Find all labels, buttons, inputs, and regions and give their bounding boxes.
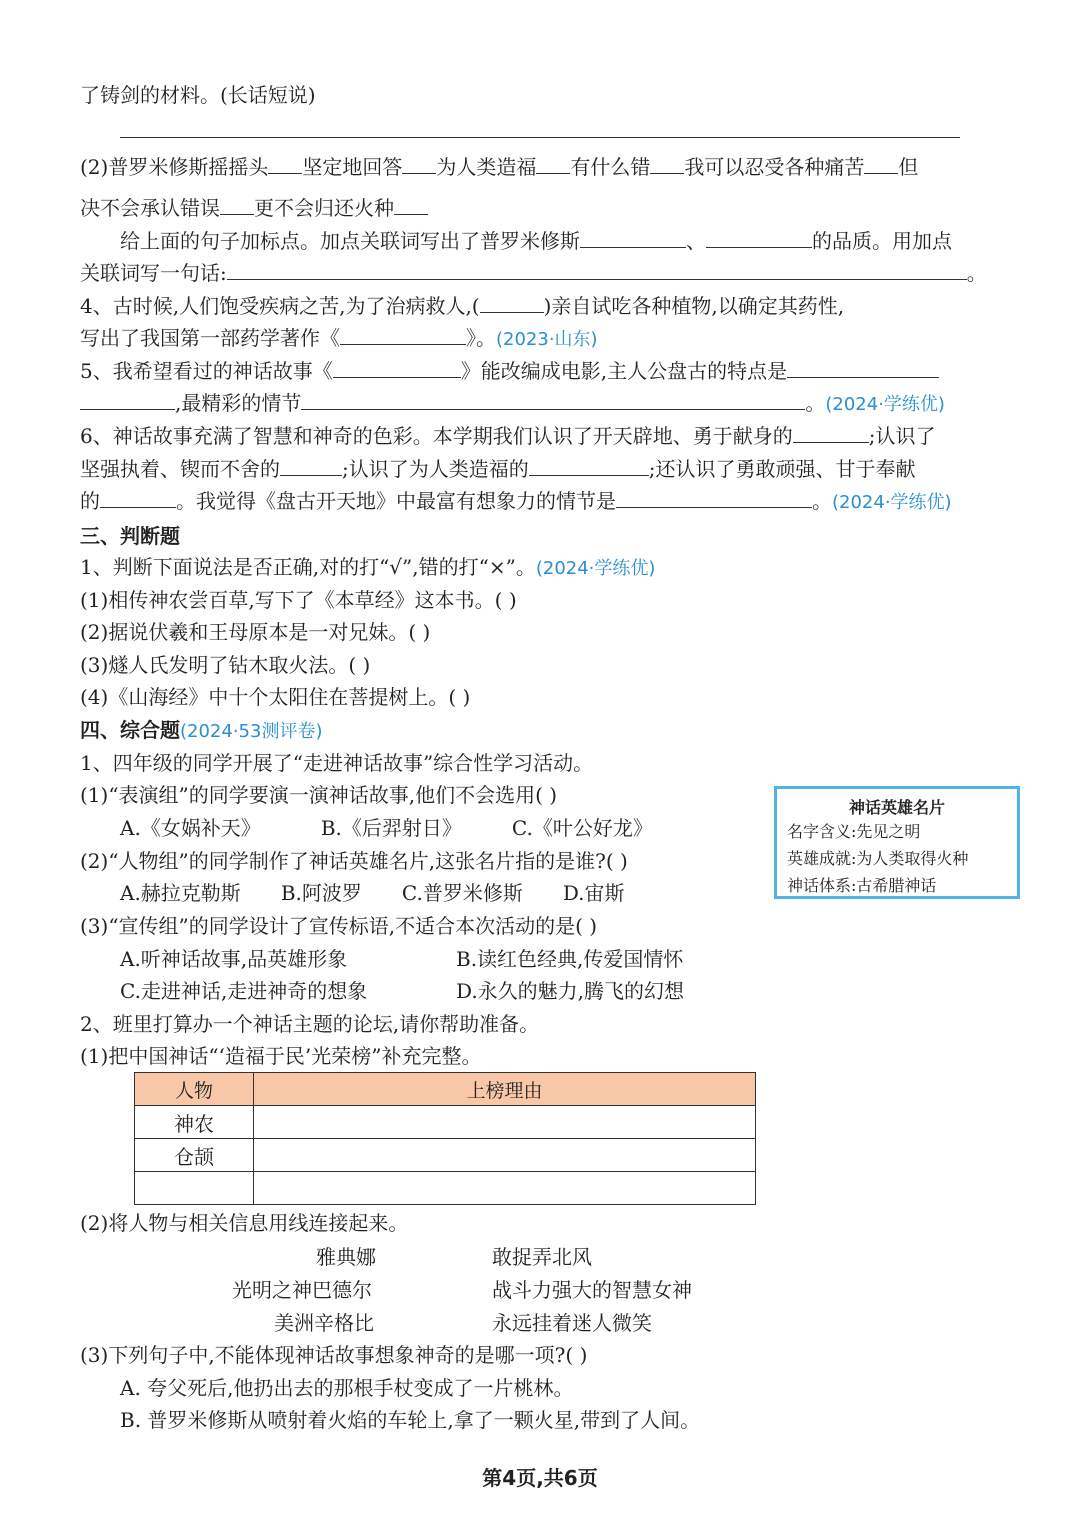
judge-item: (3)燧人氏发明了钻木取火法。( ): [80, 653, 371, 677]
judge-item: (2)据说伏羲和王母原本是一对兄妹。( ): [80, 620, 431, 644]
sec3-q1: 1、判断下面说法是否正确,对的打“√”,错的打“×”。(2024·学练优): [80, 555, 656, 579]
q2-sentence-cont: 决不会承认错误 更不会归还火种: [80, 193, 428, 223]
options-row: C.走进神话,走进神奇的想象 D.永久的魅力,腾飞的幻想: [120, 979, 685, 1003]
option: A. 夸父死后,他扔出去的那根手杖变成了一片桃林。: [120, 1376, 574, 1400]
q4-cont: 写出了我国第一部药学著作《 》。(2023·山东): [80, 326, 598, 350]
table-cell[interactable]: [254, 1172, 756, 1205]
option: B. 普罗米修斯从喷射着火焰的车轮上,拿了一颗火星,带到了人间。: [120, 1408, 701, 1432]
options-row: A.《女娲补天》 B.《后羿射日》 C.《叶公好龙》: [120, 816, 653, 840]
judge-item: (1)相传神农尝百草,写下了《本草经》这本书。( ): [80, 588, 517, 612]
section-title: 四、综合题(2024·53测评卷): [80, 718, 323, 742]
hero-card-title: 神话英雄名片: [848, 798, 945, 817]
options-row: A.赫拉克勒斯 B.阿波罗 C.普罗米修斯 D.宙斯: [120, 881, 625, 905]
table-cell[interactable]: [135, 1172, 254, 1205]
hero-card-row: 神话体系:古希腊神话: [787, 876, 937, 895]
table-row: [135, 1106, 756, 1139]
sec4-q1-1: (1)“表演组”的同学要演一演神话故事,他们不会选用( ): [80, 783, 558, 807]
instruction-cont: 关联词写一句话: 。: [80, 261, 987, 285]
sec4-q2-3: (3)下列句子中,不能体现神话故事想象神奇的是哪一项?( ): [80, 1343, 588, 1367]
match-left-item: 光明之神巴德尔: [232, 1278, 372, 1302]
sec4-q1-2: (2)“人物组”的同学制作了神话英雄名片,这张名片指的是谁?( ): [80, 849, 628, 873]
options-row: A.听神话故事,品英雄形象 B.读红色经典,传爱国情怀: [120, 947, 684, 971]
table-row: [135, 1139, 756, 1172]
page-number: 第4页,共6页: [482, 1466, 598, 1490]
hero-card-row: 名字含义:先见之明: [787, 822, 921, 841]
section-title: 三、判断题: [80, 524, 180, 548]
q6: 6、神话故事充满了智慧和神奇的色彩。本学期我们认识了开天辟地、勇于献身的 ;认识了: [80, 424, 936, 448]
q5-cont: ,最精彩的情节 。(2024·学练优): [80, 388, 945, 420]
sec4-q2: 2、班里打算办一个神话主题的论坛,请你帮助准备。: [80, 1012, 540, 1036]
table-cell: 神农: [135, 1106, 254, 1139]
match-right-item: 敢捉弄北风: [492, 1245, 592, 1269]
instruction: 给上面的句子加标点。加点关联词写出了普罗米修斯 、 的品质。用加点: [120, 229, 952, 253]
match-left-item: 雅典娜: [316, 1245, 376, 1269]
sec4-q2-2: (2)将人物与相关信息用线连接起来。: [80, 1211, 409, 1235]
hero-card-row: 英雄成就:为人类取得火种: [787, 849, 969, 868]
sec4-q2-1: (1)把中国神话“‘造福于民’光荣榜”补充完整。: [80, 1044, 482, 1068]
q2-sentence: (2)普罗米修斯摇摇头 坚定地回答 为人类造福 有什么错 我可以忍受各种痛苦 但: [80, 155, 919, 179]
table-cell[interactable]: [254, 1106, 756, 1139]
hero-card: [774, 786, 1020, 899]
sec4-q1: 1、四年级的同学开展了“走进神话故事”综合性学习活动。: [80, 751, 594, 775]
match-left-item: 美洲辛格比: [274, 1311, 374, 1335]
q5: 5、我希望看过的神话故事《 》能改编成电影,主人公盘古的特点是: [80, 356, 939, 386]
answer-line: [120, 137, 960, 138]
table-cell[interactable]: [254, 1139, 756, 1172]
judge-item: (4)《山海经》中十个太阳住在菩提树上。( ): [80, 685, 471, 709]
text-line: 了铸剑的材料。(长话短说): [80, 83, 316, 107]
sec4-q1-3: (3)“宣传组”的同学设计了宣传标语,不适合本次活动的是( ): [80, 914, 598, 938]
table-header: 上榜理由: [254, 1073, 756, 1106]
table-cell: 仓颉: [135, 1139, 254, 1172]
table-row: [135, 1172, 756, 1205]
q6-cont: 坚强执着、锲而不舍的 ;认识了为人类造福的 ;还认识了勇敢顽强、甘于奉献: [80, 457, 916, 481]
q4: 4、古时候,人们饱受疾病之苦,为了治病救人,( )亲自试吃各种植物,以确定其药性,: [80, 294, 845, 318]
match-right-item: 战斗力强大的智慧女神: [492, 1278, 692, 1302]
match-right-item: 永远挂着迷人微笑: [492, 1311, 652, 1335]
q6-cont2: 的 。我觉得《盘古开天地》中最富有想象力的情节是 。(2024·学练优): [80, 489, 952, 513]
table-header: 人物: [135, 1073, 254, 1106]
honor-table: [134, 1072, 756, 1205]
